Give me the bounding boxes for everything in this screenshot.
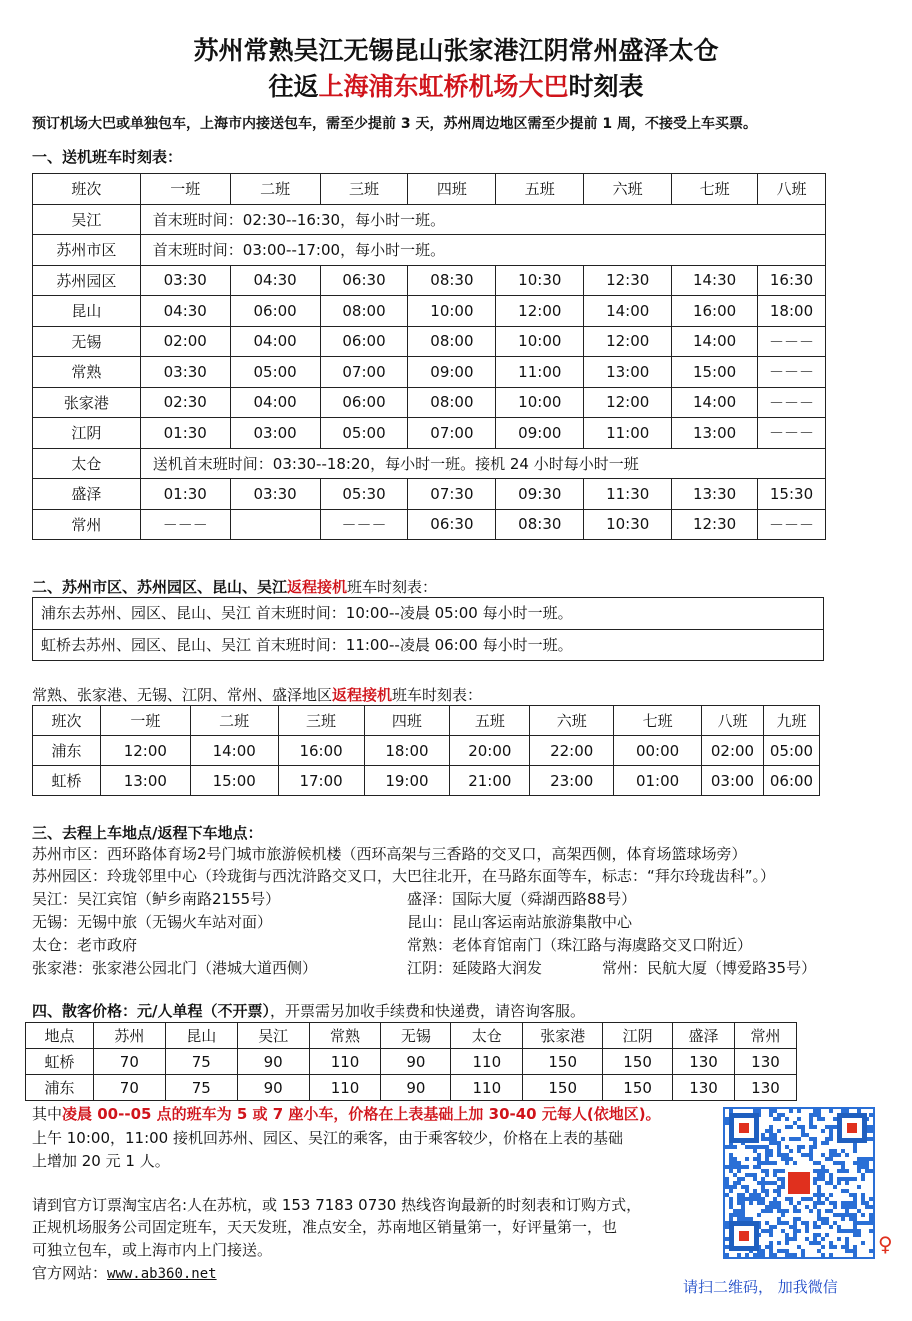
time-cell: 09:00 — [408, 357, 496, 388]
time-cell: 03:30 — [140, 357, 230, 388]
column-header: 苏州 — [93, 1023, 165, 1049]
section2-heading-prefix: 二、苏州市区、苏州园区、昆山、吴江 — [32, 578, 288, 596]
time-cell: －－－ — [140, 509, 230, 540]
time-cell: 09:00 — [496, 418, 584, 449]
time-cell: 11:30 — [584, 479, 672, 510]
time-cell: 12:00 — [584, 326, 672, 357]
table-row — [33, 387, 826, 418]
time-cell: 00:00 — [614, 736, 702, 766]
time-cell: 23:00 — [530, 766, 614, 796]
price-cell: 70 — [93, 1075, 165, 1101]
column-header: 三班 — [278, 706, 364, 736]
pickup-changzhou: 常州：民航大厦（博爱路35号） — [602, 959, 817, 977]
price-cell: 150 — [603, 1075, 673, 1101]
column-header: 昆山 — [165, 1023, 237, 1049]
contact-line3: 可独立包车，或上海市内上门接送。 — [32, 1241, 273, 1259]
time-cell: 04:00 — [230, 387, 320, 418]
table-row — [26, 1049, 797, 1075]
section2-heading-highlight: 返程接机 — [287, 578, 348, 596]
price-cell: 90 — [237, 1049, 309, 1075]
time-cell: 11:00 — [584, 418, 672, 449]
time-cell: 19:00 — [364, 766, 450, 796]
departure-schedule-table — [32, 173, 826, 540]
time-cell: 10:00 — [496, 387, 584, 418]
return-schedule-table — [32, 705, 820, 796]
time-cell — [230, 509, 320, 540]
section2-heading-suffix: 班车时刻表： — [347, 578, 438, 596]
pickup-wuxi: 无锡：无锡中旅（无锡火车站对面） — [32, 913, 273, 931]
column-header: 江阴 — [603, 1023, 673, 1049]
morning-note-line1: 上午 10:00，11:00 接机回苏州、园区、吴江的乘客，由于乘客较少，价格在上表的基础 — [32, 1129, 623, 1147]
column-header: 太仓 — [451, 1023, 523, 1049]
price-cell: 110 — [309, 1075, 381, 1101]
price-table — [25, 1022, 797, 1101]
column-header: 六班 — [584, 174, 672, 205]
table-row — [33, 265, 826, 296]
time-cell: 07:00 — [408, 418, 496, 449]
contact-line1: 请到官方订票淘宝店名:人在苏杭，或 153 7183 0730 热线咨询最新的时刻表和订购方式， — [32, 1196, 642, 1214]
time-cell: 01:30 — [140, 479, 230, 510]
column-header: 九班 — [763, 706, 819, 736]
row-place: 江阴 — [33, 418, 141, 449]
row-note: 首末班时间：03:00--17:00，每小时一班。 — [140, 235, 825, 266]
time-cell: 14:00 — [190, 736, 278, 766]
price-cell: 110 — [309, 1049, 381, 1075]
price-cell: 90 — [381, 1049, 451, 1075]
time-cell: 16:00 — [278, 736, 364, 766]
table-row — [33, 418, 826, 449]
time-cell: －－－ — [320, 509, 408, 540]
time-cell: 01:00 — [614, 766, 702, 796]
section3-heading: 三、去程上车地点/返程下车地点： — [32, 824, 263, 842]
table-row — [33, 509, 826, 540]
time-cell: 08:00 — [408, 387, 496, 418]
time-cell: 09:30 — [496, 479, 584, 510]
section1-heading: 一、送机班车时刻表： — [32, 148, 183, 166]
time-cell: 06:30 — [408, 509, 496, 540]
time-cell: 04:30 — [230, 265, 320, 296]
time-cell: －－－ — [758, 509, 826, 540]
price-cell: 150 — [603, 1049, 673, 1075]
column-header: 张家港 — [523, 1023, 603, 1049]
section2b-heading — [32, 684, 482, 705]
price-cell: 150 — [523, 1075, 603, 1101]
page-title: 苏州常熟吴江无锡昆山张家港江阴常州盛泽太仓 — [193, 36, 719, 65]
price-cell: 110 — [451, 1049, 523, 1075]
time-cell: 16:30 — [758, 265, 826, 296]
table-row — [33, 736, 820, 766]
time-cell: 06:30 — [320, 265, 408, 296]
time-cell: 12:00 — [100, 736, 190, 766]
column-header: 无锡 — [381, 1023, 451, 1049]
pickup-zhangjiagang: 张家港：张家港公园北门（港城大道西侧） — [32, 959, 318, 977]
time-cell: 17:00 — [278, 766, 364, 796]
column-header: 一班 — [140, 174, 230, 205]
time-cell: 10:00 — [408, 296, 496, 327]
time-cell: 03:30 — [230, 479, 320, 510]
row-place: 常熟 — [33, 357, 141, 388]
time-cell: 01:30 — [140, 418, 230, 449]
section4-heading — [32, 1000, 585, 1021]
section2-heading — [32, 576, 437, 597]
pickup-taicang: 太仓：老市政府 — [32, 936, 138, 954]
time-cell: 06:00 — [230, 296, 320, 327]
table-header-row — [33, 706, 820, 736]
website-label: 官方网站： — [32, 1264, 108, 1282]
row-place: 吴江 — [33, 204, 141, 235]
row-place: 盛泽 — [33, 479, 141, 510]
time-cell: 10:30 — [496, 265, 584, 296]
time-cell: 18:00 — [758, 296, 826, 327]
time-cell: 14:30 — [672, 265, 758, 296]
price-cell: 90 — [381, 1075, 451, 1101]
time-cell: 20:00 — [450, 736, 530, 766]
column-header: 八班 — [758, 174, 826, 205]
time-cell: 06:00 — [763, 766, 819, 796]
qr-finder-icon — [837, 1113, 867, 1143]
table-header-row — [26, 1023, 797, 1049]
time-cell: 16:00 — [672, 296, 758, 327]
website-line — [32, 1262, 217, 1283]
time-cell: 08:30 — [408, 265, 496, 296]
column-header: 七班 — [614, 706, 702, 736]
pickup-shengze: 盛泽：国际大厦（舜湖西路88号） — [407, 890, 637, 908]
column-header: 常州 — [734, 1023, 796, 1049]
time-cell: 06:00 — [320, 326, 408, 357]
table-header-row — [33, 174, 826, 205]
contact-line2: 正规机场服务公司固定班车，天天发班，准点安全，苏南地区销量第一，好评量第一，也 — [32, 1218, 618, 1236]
price-cell: 130 — [673, 1049, 735, 1075]
row-place: 苏州园区 — [33, 265, 141, 296]
row-place: 虹桥 — [33, 766, 101, 796]
pickup-kunshan: 昆山：昆山客运南站旅游集散中心 — [407, 913, 633, 931]
section4-heading-bold: 四、散客价格：元/人单程（不开票） — [32, 1002, 270, 1020]
subtitle-highlight: 上海浦东虹桥机场大巴 — [318, 72, 569, 101]
time-cell: 15:00 — [672, 357, 758, 388]
column-header: 六班 — [530, 706, 614, 736]
time-cell: 06:00 — [320, 387, 408, 418]
column-header: 盛泽 — [673, 1023, 735, 1049]
time-cell: 03:30 — [140, 265, 230, 296]
time-cell: 07:00 — [320, 357, 408, 388]
price-cell: 110 — [451, 1075, 523, 1101]
time-cell: 12:30 — [672, 509, 758, 540]
time-cell: 14:00 — [672, 387, 758, 418]
time-cell: －－－ — [758, 326, 826, 357]
row-place: 虹桥 — [26, 1049, 94, 1075]
time-cell: 05:00 — [320, 418, 408, 449]
table-row — [33, 326, 826, 357]
row-note: 首末班时间：02:30--16:30，每小时一班。 — [140, 204, 825, 235]
price-cell: 75 — [165, 1049, 237, 1075]
time-cell: 02:00 — [140, 326, 230, 357]
time-cell: 14:00 — [584, 296, 672, 327]
table-row — [33, 204, 826, 235]
page-subtitle — [0, 70, 912, 104]
time-cell: 15:30 — [758, 479, 826, 510]
row-place: 张家港 — [33, 387, 141, 418]
night-note-prefix: 其中 — [32, 1105, 63, 1123]
column-header: 七班 — [672, 174, 758, 205]
price-cell: 150 — [523, 1049, 603, 1075]
column-header: 三班 — [320, 174, 408, 205]
return-line-pudong: 浦东去苏州、园区、昆山、吴江 首末班时间：10:00--凌晨 05:00 每小时一班。 — [41, 604, 573, 622]
column-header: 一班 — [100, 706, 190, 736]
time-cell: 08:00 — [320, 296, 408, 327]
qr-logo-icon — [785, 1169, 813, 1197]
price-cell: 70 — [93, 1049, 165, 1075]
time-cell: 15:00 — [190, 766, 278, 796]
qr-caption: 请扫二维码， 加我微信 — [683, 1278, 838, 1296]
column-header: 二班 — [190, 706, 278, 736]
section4-heading-note: ，开票需另加收手续费和快递费，请咨询客服。 — [269, 1002, 585, 1020]
time-cell: 02:00 — [702, 736, 764, 766]
time-cell: －－－ — [758, 418, 826, 449]
website-link[interactable]: www.ab360.net — [107, 1266, 217, 1282]
time-cell: 13:00 — [100, 766, 190, 796]
qr-finder-icon — [729, 1221, 759, 1251]
column-header: 八班 — [702, 706, 764, 736]
price-cell: 75 — [165, 1075, 237, 1101]
column-header: 二班 — [230, 174, 320, 205]
subtitle-prefix: 往返 — [268, 72, 319, 101]
time-cell: 04:00 — [230, 326, 320, 357]
column-header: 吴江 — [237, 1023, 309, 1049]
return-shuttle-box — [32, 597, 824, 661]
column-header: 班次 — [33, 706, 101, 736]
table-row — [33, 448, 826, 479]
table-row — [33, 766, 820, 796]
table-row — [33, 357, 826, 388]
wechat-qr-code — [723, 1107, 875, 1259]
row-place: 苏州市区 — [33, 235, 141, 266]
time-cell: 03:00 — [702, 766, 764, 796]
pickup-wujiang: 吴江：吴江宾馆（鲈乡南路2155号） — [32, 890, 281, 908]
time-cell: 18:00 — [364, 736, 450, 766]
time-cell: －－－ — [758, 357, 826, 388]
column-header: 五班 — [496, 174, 584, 205]
section2b-heading-prefix: 常熟、张家港、无锡、江阴、常州、盛泽地区 — [32, 686, 333, 704]
time-cell: 12:30 — [584, 265, 672, 296]
pickup-suzhou-city: 苏州市区：西环路体育场2号门城市旅游候机楼（西环高架与三香路的交叉口，高架西侧，体育场篮球场旁） — [32, 845, 747, 863]
time-cell: 12:00 — [496, 296, 584, 327]
time-cell: 02:30 — [140, 387, 230, 418]
column-header: 五班 — [450, 706, 530, 736]
time-cell: 13:00 — [584, 357, 672, 388]
row-place: 浦东 — [26, 1075, 94, 1101]
return-line-hongqiao: 虹桥去苏州、园区、昆山、吴江 首末班时间：11:00--凌晨 06:00 每小时一班。 — [33, 629, 823, 660]
column-header: 班次 — [33, 174, 141, 205]
table-row — [33, 479, 826, 510]
time-cell: －－－ — [758, 387, 826, 418]
row-place: 太仓 — [33, 448, 141, 479]
table-row — [33, 235, 826, 266]
column-header: 常熟 — [309, 1023, 381, 1049]
time-cell: 10:30 — [584, 509, 672, 540]
row-place: 昆山 — [33, 296, 141, 327]
time-cell: 12:00 — [584, 387, 672, 418]
row-place: 常州 — [33, 509, 141, 540]
subtitle-suffix: 时刻表 — [568, 72, 644, 101]
booking-notice: 预订机场大巴或单独包车，上海市内接送包车，需至少提前 3 天，苏州周边地区需至少提前 1 周，不接受上车买票。 — [32, 116, 757, 132]
section2b-heading-suffix: 班车时刻表： — [392, 686, 483, 704]
time-cell: 03:00 — [230, 418, 320, 449]
night-note-highlight: 凌晨 00--05 点的班车为 5 或 7 座小车，价格在上表基础上加 30-40 元每人(依地区)。 — [62, 1105, 661, 1123]
time-cell: 07:30 — [408, 479, 496, 510]
night-surcharge-note — [32, 1103, 661, 1124]
table-row — [26, 1075, 797, 1101]
row-note: 送机首末班时间：03:30--18:20，每小时一班。接机 24 小时每小时一班 — [140, 448, 825, 479]
column-header: 地点 — [26, 1023, 94, 1049]
pickup-changshu: 常熟：老体育馆南门（珠江路与海虞路交叉口附近） — [407, 936, 753, 954]
time-cell: 21:00 — [450, 766, 530, 796]
time-cell: 08:00 — [408, 326, 496, 357]
morning-note-line2: 上增加 20 元 1 人。 — [32, 1152, 170, 1170]
row-place: 浦东 — [33, 736, 101, 766]
pickup-jiangyin: 江阴：延陵路大润发 — [407, 959, 543, 977]
time-cell: 11:00 — [496, 357, 584, 388]
price-cell: 130 — [734, 1049, 796, 1075]
pickup-suzhou-park: 苏州园区：玲珑邻里中心（玲珑街与西沈浒路交叉口，大巴往北开，在马路东面等车，标志：“拜尔玲珑齿科”。） — [32, 867, 776, 885]
price-cell: 90 — [237, 1075, 309, 1101]
time-cell: 05:00 — [763, 736, 819, 766]
time-cell: 05:00 — [230, 357, 320, 388]
price-cell: 130 — [673, 1075, 735, 1101]
time-cell: 14:00 — [672, 326, 758, 357]
time-cell: 13:00 — [672, 418, 758, 449]
person-icon: ♀ — [878, 1232, 893, 1256]
price-cell: 130 — [734, 1075, 796, 1101]
time-cell: 10:00 — [496, 326, 584, 357]
time-cell: 05:30 — [320, 479, 408, 510]
time-cell: 04:30 — [140, 296, 230, 327]
column-header: 四班 — [364, 706, 450, 736]
qr-finder-icon — [729, 1113, 759, 1143]
row-place: 无锡 — [33, 326, 141, 357]
column-header: 四班 — [408, 174, 496, 205]
time-cell: 08:30 — [496, 509, 584, 540]
time-cell: 22:00 — [530, 736, 614, 766]
time-cell: 13:30 — [672, 479, 758, 510]
section2b-heading-highlight: 返程接机 — [332, 686, 393, 704]
table-row — [33, 296, 826, 327]
